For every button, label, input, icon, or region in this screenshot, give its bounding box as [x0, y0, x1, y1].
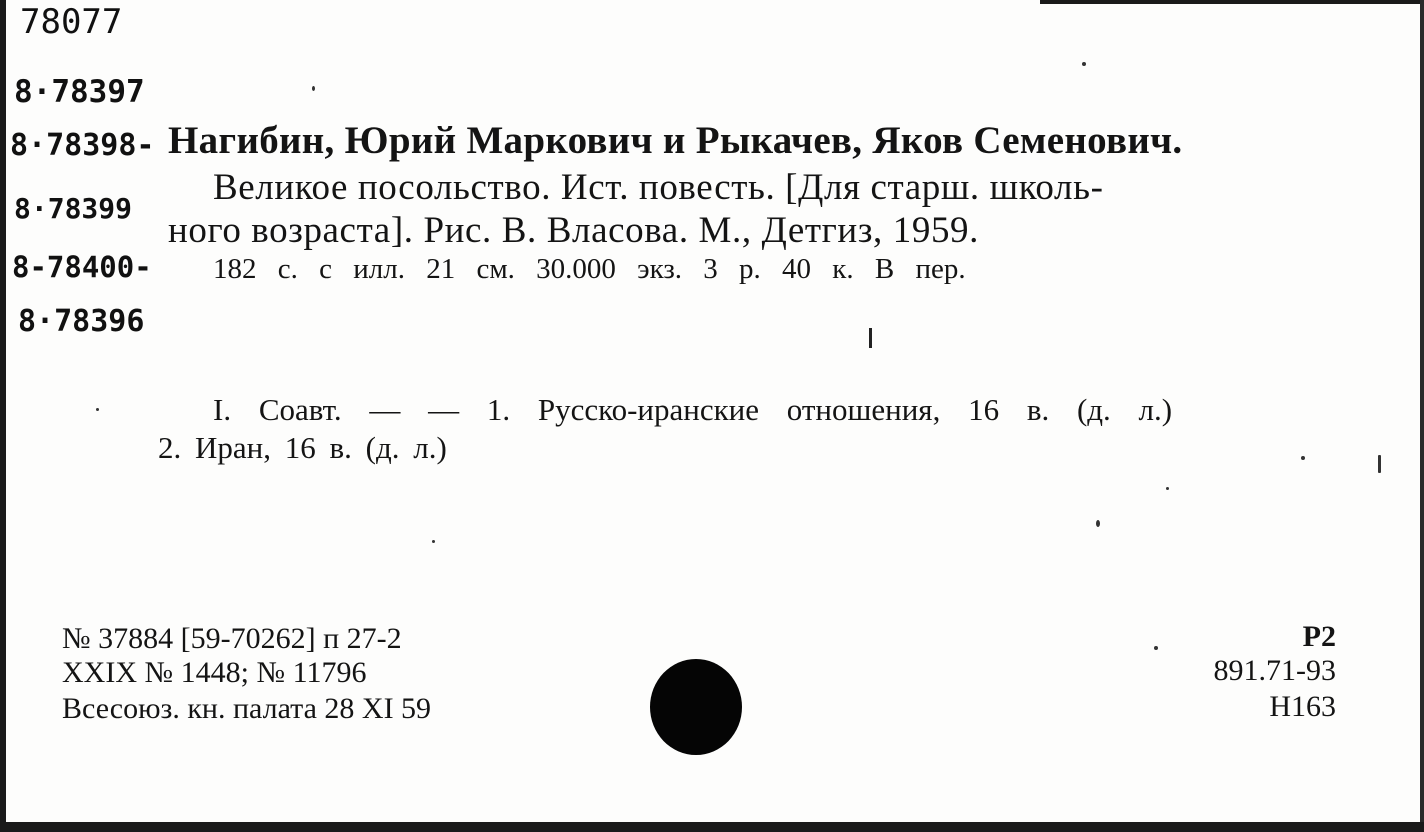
entry-title-line: ного возраста]. Рис. В. Власова. М., Детгиз, 1959.	[168, 210, 979, 251]
scan-speck	[432, 540, 435, 543]
scan-speck	[1096, 520, 1100, 527]
entry-heading: Нагибин, Юрий Маркович и Рыкачев, Яков Семенович.	[168, 119, 1183, 162]
pencil-mark	[869, 328, 872, 348]
handwritten-number: 8-78400-	[12, 250, 152, 284]
handwritten-number: 78077	[20, 2, 123, 42]
card-bottom-edge	[0, 822, 1424, 832]
card-punch-hole	[650, 659, 742, 755]
scan-speck	[1166, 487, 1169, 490]
handwritten-number: 8·78396	[18, 304, 145, 339]
classification-code: 891.71-93	[1213, 654, 1336, 687]
handwritten-number: 8·78399	[14, 192, 133, 225]
classification-code: Р2	[1302, 620, 1336, 653]
subject-tracing: I. Соавт. — — 1. Русско-иранские отношения, 16 в. (д. л.)	[213, 392, 1173, 427]
scan-speck	[1301, 456, 1305, 460]
scan-speck	[1082, 62, 1086, 66]
scan-speck	[312, 86, 315, 91]
card-top-edge	[1040, 0, 1424, 4]
physical-description: 182 с. с илл. 21 см. 30.000 экз. 3 р. 40 к. В пер.	[213, 253, 966, 285]
card-left-edge	[0, 0, 6, 832]
entry-title-line: Великое посольство. Ист. повесть. [Для старш. школь-	[213, 167, 1104, 208]
handwritten-number: 8·78398-	[10, 128, 155, 163]
author-mark: Н163	[1269, 690, 1336, 723]
subject-tracing: 2. Иран, 16 в. (д. л.)	[158, 430, 447, 465]
footer-left-line: № 37884 [59-70262] п 27-2	[62, 622, 402, 655]
handwritten-number: 8·78397	[14, 74, 145, 110]
scan-speck	[96, 408, 99, 411]
scan-speck	[1378, 455, 1381, 473]
card-right-edge	[1420, 0, 1424, 832]
footer-left-line: XXIX № 1448; № 11796	[62, 656, 367, 689]
footer-left-line: Всесоюз. кн. палата 28 XI 59	[62, 692, 432, 725]
scan-speck	[1154, 646, 1158, 650]
